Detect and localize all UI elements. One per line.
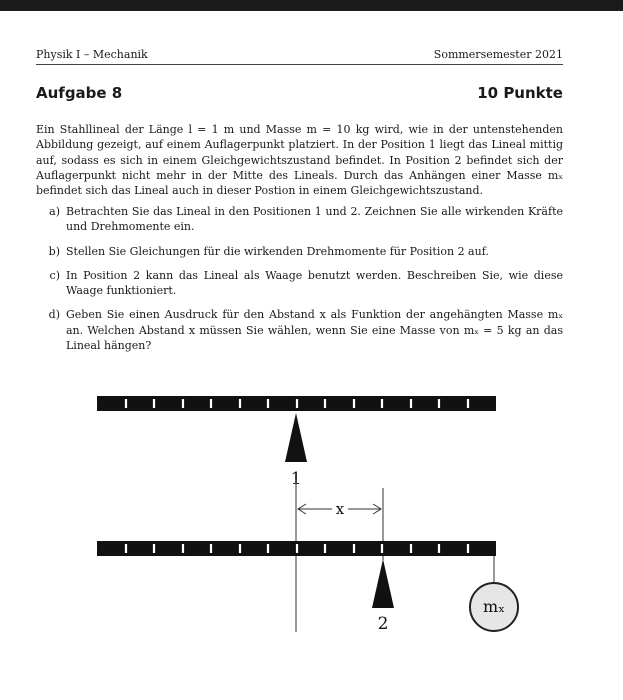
subtask-c-label: c): [49, 268, 60, 282]
subtask-d-label: d): [48, 308, 60, 322]
support-triangle-1: [285, 413, 307, 462]
task-intro: Ein Stahllineal der Länge l = 1 m und Masse m = 10 kg wird, wie in der untenstehenden Abbildung gezeigt, auf einem Auflagerpunkt platziert. In der Position 1 liegt das Lineal mittig auf, sodass es sich in einem Gleichgewichtszustand befindet. In Position 2 befindet sich der Auflagerpunkt nicht mehr in der Mitte des Lineals. Durch das Anhängen einer Masse mₓ befindet sich das Lineal auch in dieser Postion in einem Gleichgewichtszustand.: [36, 123, 563, 198]
support-triangle-2: [372, 559, 394, 608]
mass-label: mₓ: [483, 597, 505, 616]
semester-label: Sommersemester 2021: [433, 48, 563, 61]
subtask-c-text: In Position 2 kann das Lineal als Waage benutzt werden. Beschreiben Sie, wie diese Waage funktioniert.: [66, 268, 563, 298]
ruler-position-1: [97, 396, 496, 411]
distance-label: x: [335, 500, 345, 518]
task-title: Aufgabe 8: [36, 84, 123, 102]
subtask-a-label: a): [49, 205, 60, 218]
subtask-a-text: Betrachten Sie das Lineal in den Positionen 1 und 2. Zeichnen Sie alle wirkenden Kräfte und Drehmomente ein.: [66, 205, 563, 234]
task-points: 10 Punkte: [477, 84, 563, 102]
subtask-b-text: Stellen Sie Gleichungen für die wirkenden Drehmomente für Position 2 auf.: [66, 244, 489, 258]
subtask-b-label: b): [48, 244, 60, 258]
ruler-position-2: [97, 541, 496, 556]
support-1-label: 1: [290, 469, 302, 489]
subtask-d-text: Geben Sie einen Ausdruck für den Abstand x als Funktion der angehängten Masse mₓ an. Welchen Abstand x müssen Sie wählen, wenn Sie eine Masse von mₓ = 5 kg an das Lineal hängen?: [66, 308, 563, 353]
course-title: Physik I – Mechanik: [36, 48, 148, 61]
support-2-label: 2: [377, 614, 389, 634]
